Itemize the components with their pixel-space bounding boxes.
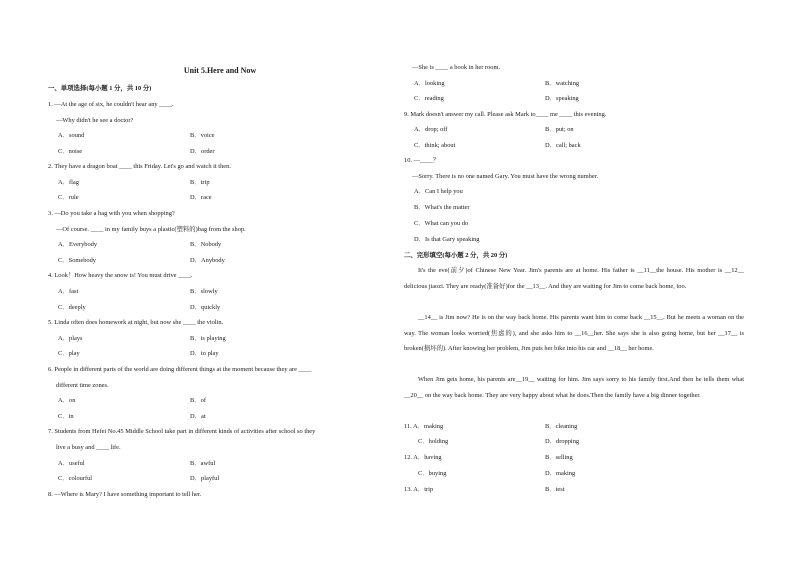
cloze-paragraph-2: __14__ is Jim now? He is on the way back home. His parents want him to come back __15__. But he meets a woman on the way. The woman looks worried(焦虑的), and she asks him to __16__her. She says she is also going home, but her __17__ is broken(损坏的). After knowing her problem, Jim puts her bike into his car and __18__ her home. [404,314,744,353]
q1-stem: 1. —At the age of six, he couldn't hear any ____. [48,101,174,108]
q9-stem: 9. Mark doesn't answer my call. Please ask Mark to____ me ____ this evening. [404,111,607,118]
q10-option-d: D．Is that Gary speaking [414,236,480,243]
q10-option-c: C．What can you do [414,220,469,227]
q4-option-d: D．quickly [190,304,221,311]
q9-option-b: B．put; on [545,126,574,133]
q13-option-a: 13. A．trip [404,486,434,493]
q8-option-a: A．looking [414,80,445,87]
q3-stem2: —Of course. ____ in my family buys a plastic(塑料的)bag from the shop. [56,226,246,233]
q7-option-d: D．playful [190,475,220,482]
q11-option-d: D．dropping [545,438,580,445]
q5-option-a: A．plays [58,335,83,342]
q9-option-a: A．drop; off [414,126,448,133]
q6-option-a: A．on [58,397,76,404]
q10-option-b: B．What's the matter [414,204,470,211]
q8-stem2: —She is ____ a book in her room. [412,64,501,71]
cloze-paragraph-1: It's the eve(前夕)of Chinese New Year. Jim's parents are at home. His father is __11__the house. His mother is __12__ delicious jiaozi. They are ready(准备好)for the __13__. And they are waiting for Jim to come back home, too. [404,267,744,290]
q2-stem: 2. They have a dragon boat ____ this Friday. Let's go and watch it then. [48,163,231,170]
q8-stem: 8. —Where is Mary? I have something important to tell her. [48,491,202,498]
q3-option-a: A．Everybody [58,241,98,248]
q10-stem: 10. —____？ [404,157,440,164]
q11-option-c: C．holding [418,438,449,445]
q1-stem2: —Why didn't he see a doctor? [56,117,134,124]
q4-option-a: A．fast [58,288,79,295]
q1-option-c: C．noise [58,148,83,155]
q8-option-d: D．speaking [545,95,579,102]
q1-option-d: D．order [190,148,215,155]
q1-option-b: B．voice [190,132,215,139]
q1-option-a: A．sound [58,132,85,139]
q5-option-d: D．to play [190,350,219,357]
q9-option-d: D．call; back [545,142,581,149]
q7-stem: 7. Students from Hefei No.45 Middle School take part in different kinds of activities after school so they [48,428,316,435]
q6-option-d: D．at [190,413,206,420]
q7-option-c: C．colourful [58,475,93,482]
q3-option-c: C．Somebody [58,257,96,264]
q5-option-c: C．play [58,350,80,357]
q5-option-b: B．is playing [190,335,226,342]
q6-stem: 6. People in different parts of the world are doing different things at the moment because they are ____ [48,366,312,373]
q10-option-a: A．Can I help you [414,188,463,195]
q7-option-a: A．useful [58,460,85,467]
q4-stem: 4. Look！How heavy the snow is! You must drive ____. [48,272,193,279]
q9-option-c: C．think; about [414,142,456,149]
q6-option-c: C．in [58,413,74,420]
q7-stem2: live a busy and ____ life. [56,444,121,451]
page-title: Unit 5.Here and Now [183,66,257,75]
q12-option-b: B．selling [545,454,573,461]
q4-option-c: C．deeply [58,304,86,311]
q2-option-d: D．race [190,194,212,201]
q7-option-b: B．awful [190,460,216,467]
q6-option-b: B．of [190,397,206,404]
section2-heading: 二、完形填空(每小题 2 分，共 20 分) [404,252,508,259]
q6-stem2: different time zones. [56,382,109,389]
q11-option-a: 11. A．making [404,423,444,430]
q13-option-b: B．test [545,486,565,493]
q3-option-b: B．Nobody [190,241,222,248]
q2-option-c: C．rule [58,194,79,201]
q11-option-b: B．cleaning [545,423,578,430]
q8-option-b: B．watching [545,80,580,87]
q5-stem: 5. Linda often does homework at night, but now she ____ the violin. [48,319,224,326]
q12-option-c: C．buying [418,470,447,477]
q12-option-a: 12. A．having [404,454,442,461]
q2-option-a: A．flag [58,179,79,186]
q10-stem2: —Sorry. There is no one named Gary. You must have the wrong number. [412,173,599,180]
q3-stem: 3. —Do you take a bag with you when shopping? [48,210,175,217]
q12-option-d: D．making [545,470,576,477]
q4-option-b: B．slowly [190,288,218,295]
section1-heading: 一、单项选择(每小题 1 分，共 10 分) [48,85,152,92]
q2-option-b: B．trip [190,179,210,186]
q8-option-c: C．reading [414,95,444,102]
cloze-paragraph-3: When Jim gets home, his parents are__19__ waiting for him. Jim says sorry to his family first.And then he tells them what __20__ on the way back home. They are very happy about what he does.Then the family have a big dinner together. [404,376,744,399]
q3-option-d: D．Anybody [190,257,225,264]
